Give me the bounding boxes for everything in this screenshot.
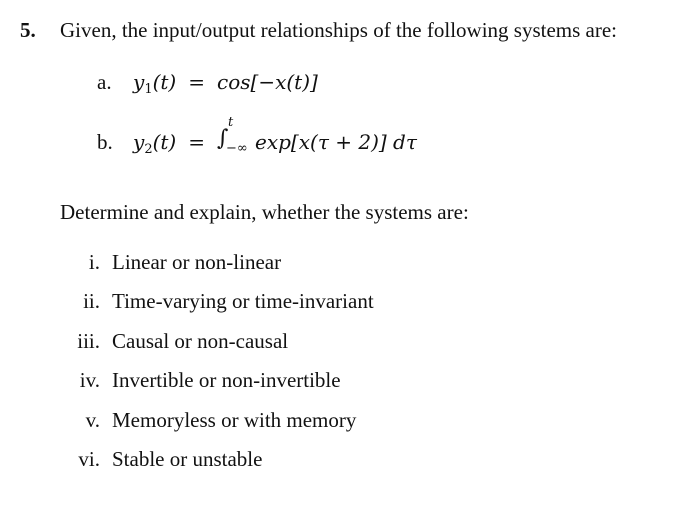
integral-sign: ∫ xyxy=(217,126,229,151)
system-b-rhs: exp[x(τ + 2)] dτ xyxy=(255,130,417,154)
system-b-letter: b. xyxy=(97,130,113,154)
system-b-lhs-subscript: 2 xyxy=(144,142,153,157)
instruction-text: Determine and explain, whether the systems are: xyxy=(60,200,469,224)
integral-upper-limit: t xyxy=(228,115,234,130)
system-b xyxy=(97,115,417,162)
option-label: Causal or non-causal xyxy=(112,329,289,353)
system-a-rhs: cos[−x(t)] xyxy=(217,70,318,94)
option-numeral: ii. xyxy=(83,289,100,313)
system-a-equation xyxy=(133,70,318,97)
option-numeral: iv. xyxy=(79,368,100,392)
option-label: Stable or unstable xyxy=(112,447,263,471)
option-label: Linear or non-linear xyxy=(112,250,282,274)
system-a-letter: a. xyxy=(97,70,112,94)
system-b-lhs-arg: (t) xyxy=(152,130,177,154)
question-text: Given, the input/output relationships of the following systems are: xyxy=(60,18,618,42)
integral-lower-limit: −∞ xyxy=(226,141,248,156)
option-label: Invertible or non-invertible xyxy=(112,368,341,392)
system-a-lhs-arg: (t) xyxy=(152,70,177,94)
system-a-lhs-subscript: 1 xyxy=(144,82,153,97)
option-numeral: i. xyxy=(88,250,100,274)
integral-symbol xyxy=(217,115,255,156)
option-numeral: iii. xyxy=(77,329,100,353)
question-number: 5. xyxy=(20,18,36,42)
system-b-equals: = xyxy=(188,130,206,154)
system-a xyxy=(97,70,318,104)
system-b-equation xyxy=(133,115,417,157)
option-numeral: v. xyxy=(85,408,100,432)
system-a-lhs-symbol: y xyxy=(133,70,145,94)
system-a-equals: = xyxy=(188,70,206,94)
option-label: Memoryless or with memory xyxy=(112,408,357,432)
option-numeral: vi. xyxy=(78,447,100,471)
option-label: Time-varying or time-invariant xyxy=(112,289,374,313)
system-b-lhs-symbol: y xyxy=(133,130,145,154)
